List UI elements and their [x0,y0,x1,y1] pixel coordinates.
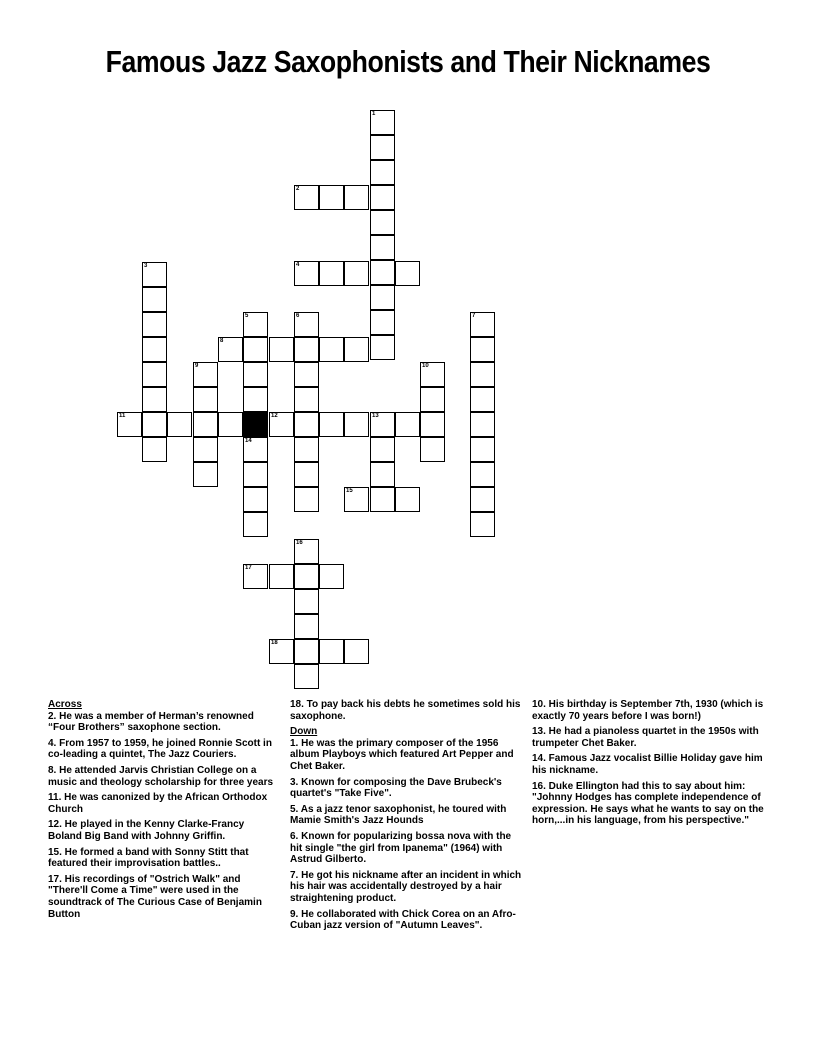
crossword-cell[interactable] [294,261,319,286]
crossword-cell[interactable] [395,261,420,286]
clue-number-label: 12. [48,819,62,831]
crossword-cell[interactable] [370,160,395,185]
clue-number: 2 [296,186,300,192]
crossword-cell[interactable] [294,462,319,487]
crossword-cell[interactable] [319,564,344,589]
clue-text: He was canonized by the African Orthodox Church [48,792,268,815]
crossword-cell[interactable] [142,437,167,462]
crossword-cell[interactable] [370,135,395,160]
clue-number: 9 [195,363,199,369]
clue-number-label: 15. [48,846,62,858]
clue-across-15 [48,847,274,870]
clue-text: He attended Jarvis Christian College on a music and theology scholarship for three years [48,764,274,788]
clue-across-12 [48,819,274,842]
crossword-cell[interactable] [294,437,319,462]
clue-text: As a jazz tenor saxophonist, he toured with Mamie Smith's Jazz Hounds [290,803,507,827]
crossword-cell[interactable] [370,210,395,235]
clues-column-1 [48,699,274,924]
crossword-cell[interactable] [344,487,369,512]
crossword-cell[interactable] [370,437,395,462]
page-title: Famous Jazz Saxophonists and Their Nicknames [105,44,711,79]
clue-down-14 [532,753,768,776]
crossword-cell[interactable] [470,412,495,437]
crossword-cell[interactable] [344,639,369,664]
crossword-cell[interactable] [294,539,319,564]
crossword-cell[interactable] [243,387,268,412]
clue-text: He was a member of Herman’s renowned “Four Brothers” saxophone section. [48,710,254,734]
crossword-cell[interactable] [218,337,243,362]
crossword-cell[interactable] [395,412,420,437]
clue-number: 17 [245,565,252,571]
clue-number-label: 5. [290,803,299,815]
clue-text: From 1957 to 1959, he joined Ronnie Scott in co-leading a quintet, The Jazz Couriers. [48,737,272,761]
clue-text: His birthday is September 7th, 1930 (which is exactly 70 years before I was born!) [532,699,764,722]
clue-number: 12 [271,413,278,419]
crossword-cell[interactable] [294,487,319,512]
clue-number: 5 [245,313,249,319]
crossword-cell[interactable] [370,335,395,360]
clue-number-label: 4. [48,737,57,749]
crossword-cell[interactable] [142,287,167,312]
crossword-cell[interactable] [370,487,395,512]
crossword-cell[interactable] [470,437,495,462]
crossword-cell[interactable] [470,462,495,487]
clue-number-label: 9. [290,908,299,920]
clue-text: Known for composing the Dave Brubeck's quartet's "Take Five". [290,776,502,800]
crossword-cell[interactable] [269,564,294,589]
clue-text: Duke Ellington had this to say about him: "Johnny Hodges has complete independence of expression. He says what he wants to say on the horn,...in his language, from his perspective." [532,780,764,827]
crossword-cell[interactable] [142,412,167,437]
crossword-cell[interactable] [344,412,369,437]
crossword-cell[interactable] [243,362,268,387]
crossword-cell[interactable] [294,362,319,387]
clue-number-label: 7. [290,869,299,881]
clue-heading: Down [290,726,318,738]
crossword-cell[interactable] [294,614,319,639]
crossword-cell[interactable] [319,337,344,362]
crossword-cell[interactable] [218,412,243,437]
crossword-cell[interactable] [370,260,395,285]
crossword-cell[interactable] [243,312,268,337]
crossword-cell[interactable] [294,589,319,614]
crossword-cell[interactable] [142,262,167,287]
clue-across-11 [48,792,274,815]
clue-number-label: 10. [532,699,546,710]
clue-number: 4 [296,262,300,268]
clue-number-label: 1. [290,737,299,749]
clue-number-label: 18. [290,699,304,710]
clue-number: 11 [119,413,126,419]
crossword-cell[interactable] [193,462,218,487]
clue-number-label: 2. [48,710,57,722]
crossword-cell[interactable] [294,312,319,337]
clue-down-10 [532,699,768,722]
clue-text: Famous Jazz vocalist Billie Holiday gave him his nickname. [532,753,763,776]
crossword-cell[interactable] [294,387,319,412]
clue-down-9 [290,909,525,932]
crossword-cell[interactable] [269,639,294,664]
clue-number: 14 [245,438,252,444]
crossword-cell[interactable] [193,412,218,437]
clue-across-18 [290,699,525,722]
clue-number: 13 [372,413,379,419]
clue-number: 6 [296,313,300,319]
clue-down-16 [532,781,768,827]
clue-text: To pay back his debts he sometimes sold his saxophone. [290,699,521,722]
crossword-cell[interactable] [167,412,192,437]
clue-number-label: 11. [48,792,62,804]
clue-down-6 [290,831,525,866]
crossword-cell[interactable] [420,437,445,462]
clue-across-4 [48,738,274,761]
crossword-cell[interactable] [319,185,344,210]
clue-text: He formed a band with Sonny Stitt that featured their improvisation battles.. [48,846,249,870]
crossword-cell[interactable] [294,185,319,210]
clue-number: 3 [144,263,148,269]
clue-text: His recordings of "Ostrich Walk" and "There'll Come a Time" were used in the soundtrack of The Curious Case of Benjamin Button [48,873,262,920]
crossword-cell[interactable] [319,639,344,664]
crossword-cell[interactable] [193,387,218,412]
crossword-cell[interactable] [243,564,268,589]
crossword-cell[interactable] [420,412,445,437]
clue-across-17 [48,874,274,920]
clue-down-5 [290,804,525,827]
crossword-cell[interactable] [243,337,268,362]
clue-number: 8 [220,338,224,344]
crossword-cell[interactable] [193,362,218,387]
crossword-cell[interactable] [370,235,395,260]
crossword-cell[interactable] [319,261,344,286]
crossword-cell[interactable] [370,285,395,310]
clue-text: He played in the Kenny Clarke-Francy Boland Big Band with Johnny Griffin. [48,819,245,842]
crossword-cell[interactable] [344,337,369,362]
crossword-cell[interactable] [370,110,395,135]
crossword-cell[interactable] [420,362,445,387]
clue-number: 1 [372,111,376,117]
crossword-cell[interactable] [294,337,319,362]
crossword-cell[interactable] [294,639,319,664]
crossword-cell[interactable] [142,387,167,412]
crossword-cell[interactable] [470,387,495,412]
crossword-cell[interactable] [370,462,395,487]
crossword-cell[interactable] [243,437,268,462]
crossword-cell[interactable] [470,487,495,512]
clue-number-label: 6. [290,830,299,842]
crossword-cell[interactable] [370,412,395,437]
crossword-cell[interactable] [294,412,319,437]
clue-number: 16 [296,540,303,546]
clue-number: 10 [422,363,429,369]
clue-down-13 [532,726,768,749]
crossword-cell[interactable] [193,437,218,462]
clue-text: He was the primary composer of the 1956 album Playboys which featured Art Pepper and Chet Baker. [290,737,514,772]
clues-column-3 [532,699,768,831]
crossword-cell[interactable] [470,337,495,362]
clue-down-7 [290,870,525,905]
crossword-cell[interactable] [117,412,142,437]
crossword-cell[interactable] [142,312,167,337]
clue-heading: Across [48,699,82,710]
crossword-cell[interactable] [243,512,268,537]
crossword-cell[interactable] [269,337,294,362]
crossword-cell[interactable] [243,487,268,512]
crossword-cell[interactable] [420,387,445,412]
crossword-cell[interactable] [319,412,344,437]
clue-text: Known for popularizing bossa nova with the hit single "the girl from Ipanema" (1964) with Astrud Gilberto. [290,830,512,866]
clue-number-label: 8. [48,764,57,776]
crossword-cell[interactable] [395,487,420,512]
crossword-cell[interactable] [470,362,495,387]
crossword-cell[interactable] [142,362,167,387]
clue-number-label: 17. [48,873,62,885]
clue-number-label: 14. [532,753,546,765]
clue-text: He had a pianoless quartet in the 1950s with trumpeter Chet Baker. [532,726,759,749]
clue-number-label: 16. [532,780,546,792]
clue-number-label: 13. [532,726,546,738]
crossword-cell[interactable] [294,664,319,689]
clues-column-2 [290,699,525,936]
crossword-cell[interactable] [294,564,319,589]
clue-across-8 [48,765,274,788]
crossword-cell[interactable] [142,337,167,362]
clue-number: 7 [472,313,476,319]
clue-down-1 [290,738,525,773]
crossword-cell[interactable] [370,185,395,210]
clue-down-3 [290,777,525,800]
crossword-cell[interactable] [344,185,369,210]
clue-number-label: 3. [290,776,299,788]
crossword-cell[interactable] [470,512,495,537]
crossword-cell[interactable] [269,412,294,437]
crossword-cell[interactable] [470,312,495,337]
crossword-cell[interactable] [243,462,268,487]
clue-text: He got his nickname after an incident in which his hair was accidentally destroyed by a hair straightening product. [290,869,522,904]
clue-text: He collaborated with Chick Corea on an Afro-Cuban jazz version of "Autumn Leaves". [290,908,516,932]
clue-number: 15 [346,488,353,494]
clue-number: 18 [271,640,278,646]
crossword-cell[interactable] [344,261,369,286]
black-square [243,412,268,437]
crossword-cell[interactable] [370,310,395,335]
clue-across-2 [48,711,274,734]
